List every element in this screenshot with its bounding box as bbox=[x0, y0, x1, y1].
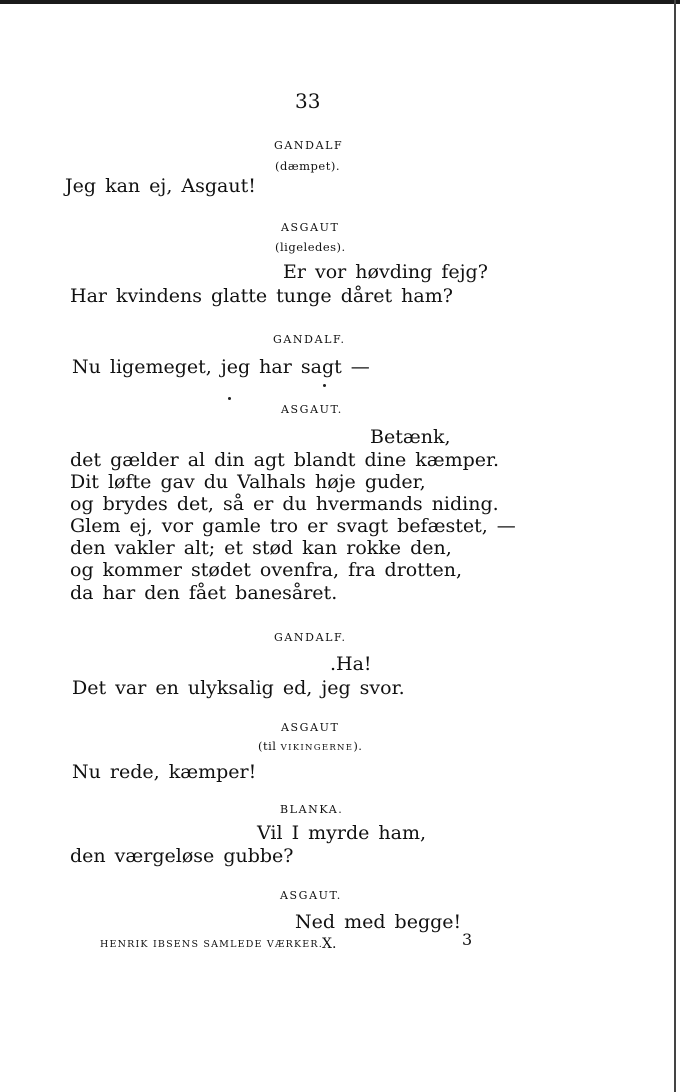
speaker-blanka: BLANKA. bbox=[280, 803, 344, 816]
stage-direction-open: (til bbox=[258, 739, 281, 753]
verse-line: Har kvindens glatte tunge dåret ham? bbox=[70, 285, 453, 307]
speaker-asgaut: ASGAUT. bbox=[281, 403, 343, 416]
verse-line: Dit løfte gav du Valhals høje guder, bbox=[70, 471, 426, 493]
verse-line: Nu rede, kæmper! bbox=[72, 761, 257, 783]
verse-line: Det var en ulyksalig ed, jeg svor. bbox=[72, 677, 405, 699]
footer-volume: X. bbox=[322, 936, 337, 952]
verse-line: Jeg kan ej, Asgaut! bbox=[65, 175, 256, 197]
stage-direction bbox=[258, 741, 362, 753]
speaker-gandalf: GANDALF bbox=[274, 139, 344, 152]
verse-line: Ned med begge! bbox=[295, 911, 462, 933]
speaker-asgaut: ASGAUT bbox=[281, 721, 340, 734]
verse-line: Betænk, bbox=[370, 426, 451, 448]
stage-direction-close: ). bbox=[353, 739, 363, 753]
stage-direction-target: VIKINGERNE bbox=[280, 743, 354, 753]
verse-line: den værgeløse gubbe? bbox=[70, 845, 294, 867]
verse-line: da har den fået banesåret. bbox=[70, 582, 338, 604]
footer-title: HENRIK IBSENS SAMLEDE VÆRKER. bbox=[100, 939, 324, 950]
page-number: 33 bbox=[295, 89, 321, 113]
print-speck bbox=[323, 384, 326, 387]
verse-line: Nu ligemeget, jeg har sagt — bbox=[72, 356, 370, 378]
verse-line: den vakler alt; et stød kan rokke den, bbox=[70, 537, 452, 559]
stage-direction: (dæmpet). bbox=[275, 159, 340, 173]
verse-line: Vil I myrde ham, bbox=[257, 822, 427, 844]
stage-direction: (ligeledes). bbox=[275, 240, 346, 254]
signature-mark: 3 bbox=[462, 930, 473, 949]
page-right-border bbox=[674, 0, 676, 1092]
verse-line: Glem ej, vor gamle tro er svagt befæstet, — bbox=[70, 515, 516, 537]
speaker-asgaut: ASGAUT bbox=[281, 221, 340, 234]
verse-line: .Ha! bbox=[330, 653, 372, 675]
verse-line: og kommer stødet ovenfra, fra drotten, bbox=[70, 559, 463, 581]
verse-line: det gælder al din agt blandt dine kæmper. bbox=[70, 449, 500, 471]
print-speck bbox=[228, 397, 231, 400]
speaker-gandalf: GANDALF. bbox=[274, 631, 347, 644]
speaker-asgaut: ASGAUT. bbox=[280, 889, 342, 902]
verse-line: Er vor høvding fejg? bbox=[283, 261, 488, 283]
verse-line: og brydes det, så er du hvermands niding. bbox=[70, 493, 499, 515]
speaker-gandalf: GANDALF. bbox=[273, 333, 346, 346]
page-top-border bbox=[0, 0, 680, 4]
